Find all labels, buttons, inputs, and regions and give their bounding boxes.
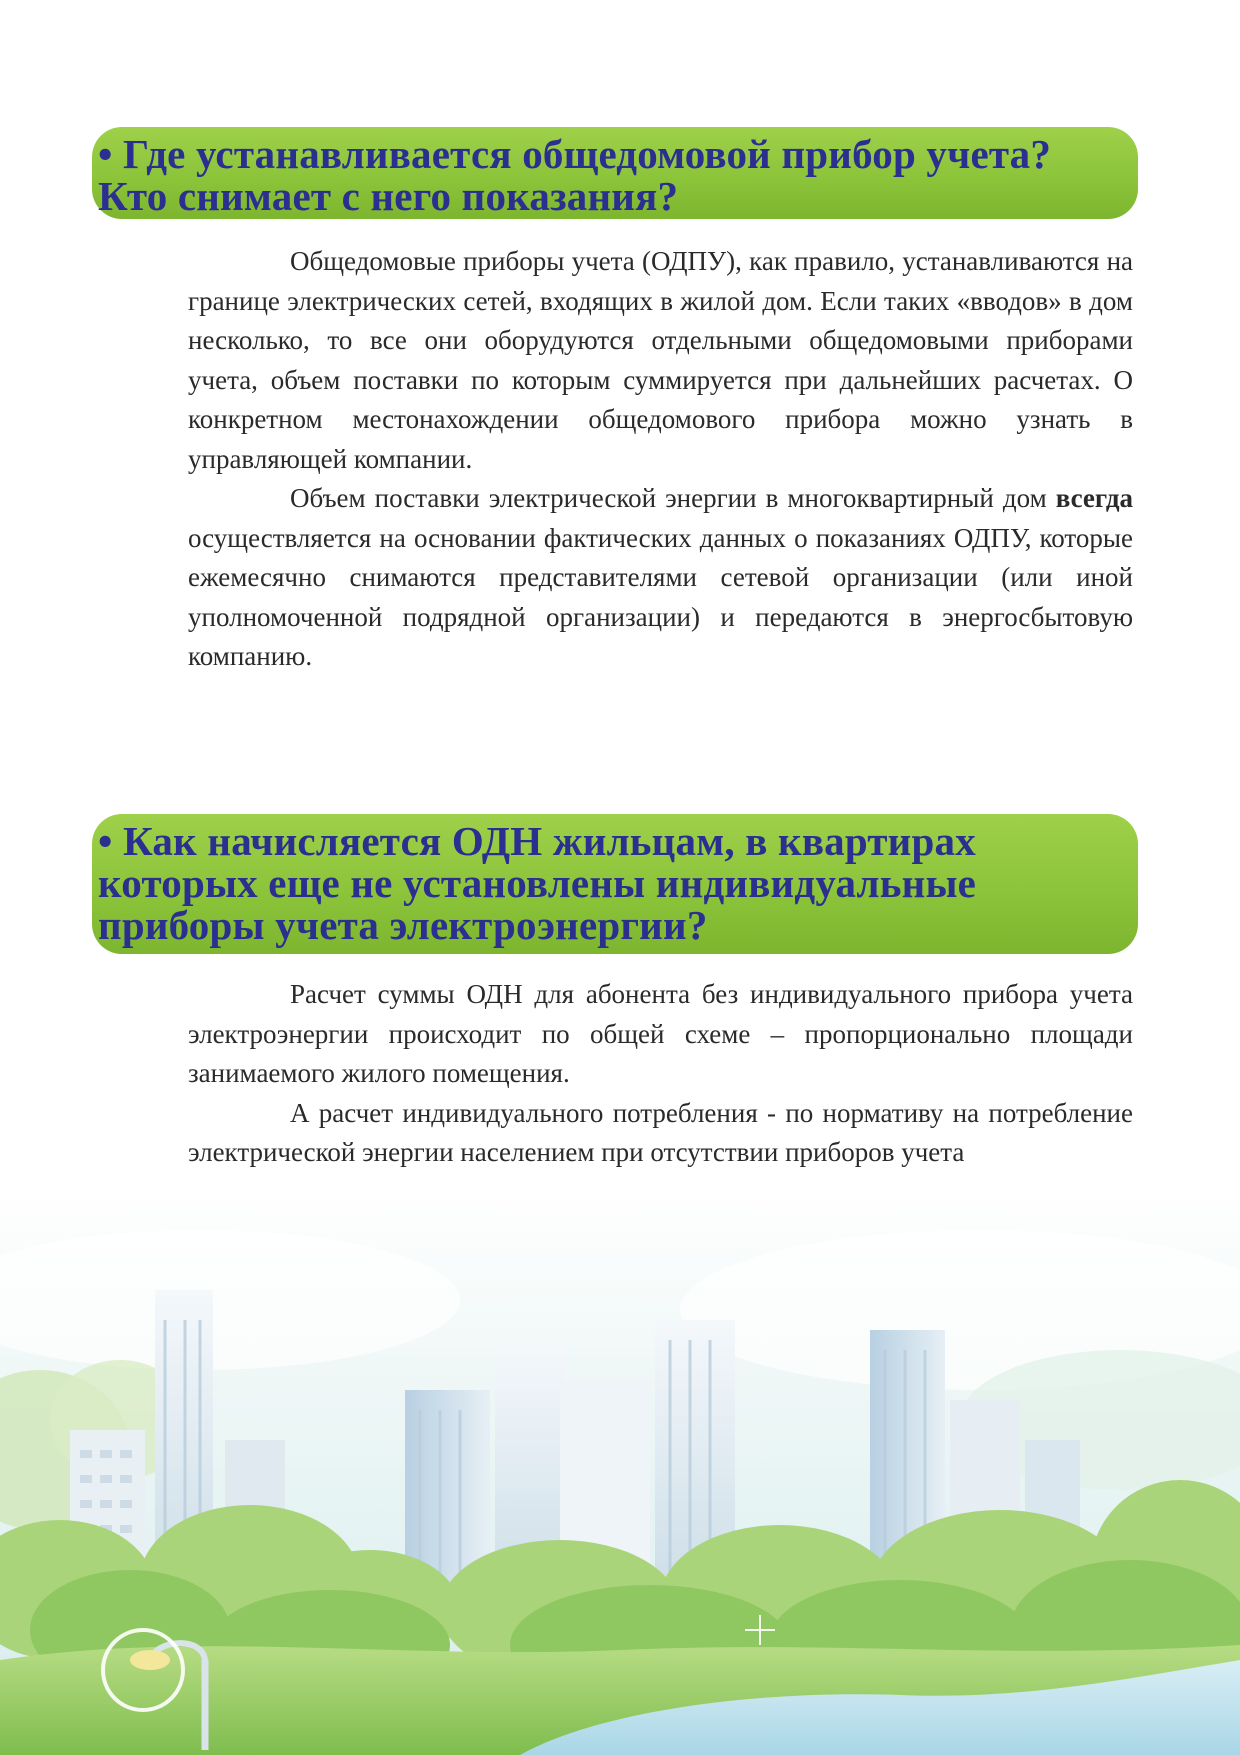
section-heading-2-text: • Как начисляется ОДН жильцам, в квартирах которых еще не установлены индивидуальные приборы учета электроэнергии? — [98, 818, 977, 948]
section-heading-1 — [92, 127, 1138, 219]
section-body-2 — [188, 975, 1133, 1173]
city-park-illustration — [0, 1190, 1240, 1755]
paragraph: Общедомовые приборы учета (ОДПУ), как правило, устанавливаются на границе электрических сетей, входящих в жилой дом. Если таких «вводов» в дом несколько, то все они оборудуются отдельными общедомовыми приборами учета, объем поставки по которым суммируется при дальнейших расчетах. О конкретном местонахождении общедомового прибора можно узнать в управляющей компании. — [188, 246, 1133, 474]
section-body-1 — [188, 242, 1133, 677]
paragraph — [188, 479, 1133, 677]
paragraph: Расчет суммы ОДН для абонента без индивидуального прибора учета электроэнергии происходит по общей схеме – пропорционально площади занимаемого жилого помещения. — [188, 979, 1133, 1088]
text-run: осуществляется на основании фактических данных о показаниях ОДПУ, которые ежемесячно снимаются представителями сетевой организации (или иной уполномоченной подрядной организации) и передаются в энергосбытовую компанию. — [188, 522, 1133, 671]
emphasis-text: всегда — [1055, 483, 1133, 513]
section-heading-1-text: • Где устанавливается общедомовой прибор учета? Кто снимает с него показания? — [98, 131, 1052, 219]
text-run: Объем поставки электрической энергии в многоквартирный дом — [290, 483, 1056, 513]
city-park-icon — [0, 1190, 1240, 1755]
paragraph: А расчет индивидуального потребления - по нормативу на потребление электрической энергии населением при отсутствии приборов учета — [188, 1097, 1133, 1167]
section-heading-2 — [92, 814, 1138, 954]
